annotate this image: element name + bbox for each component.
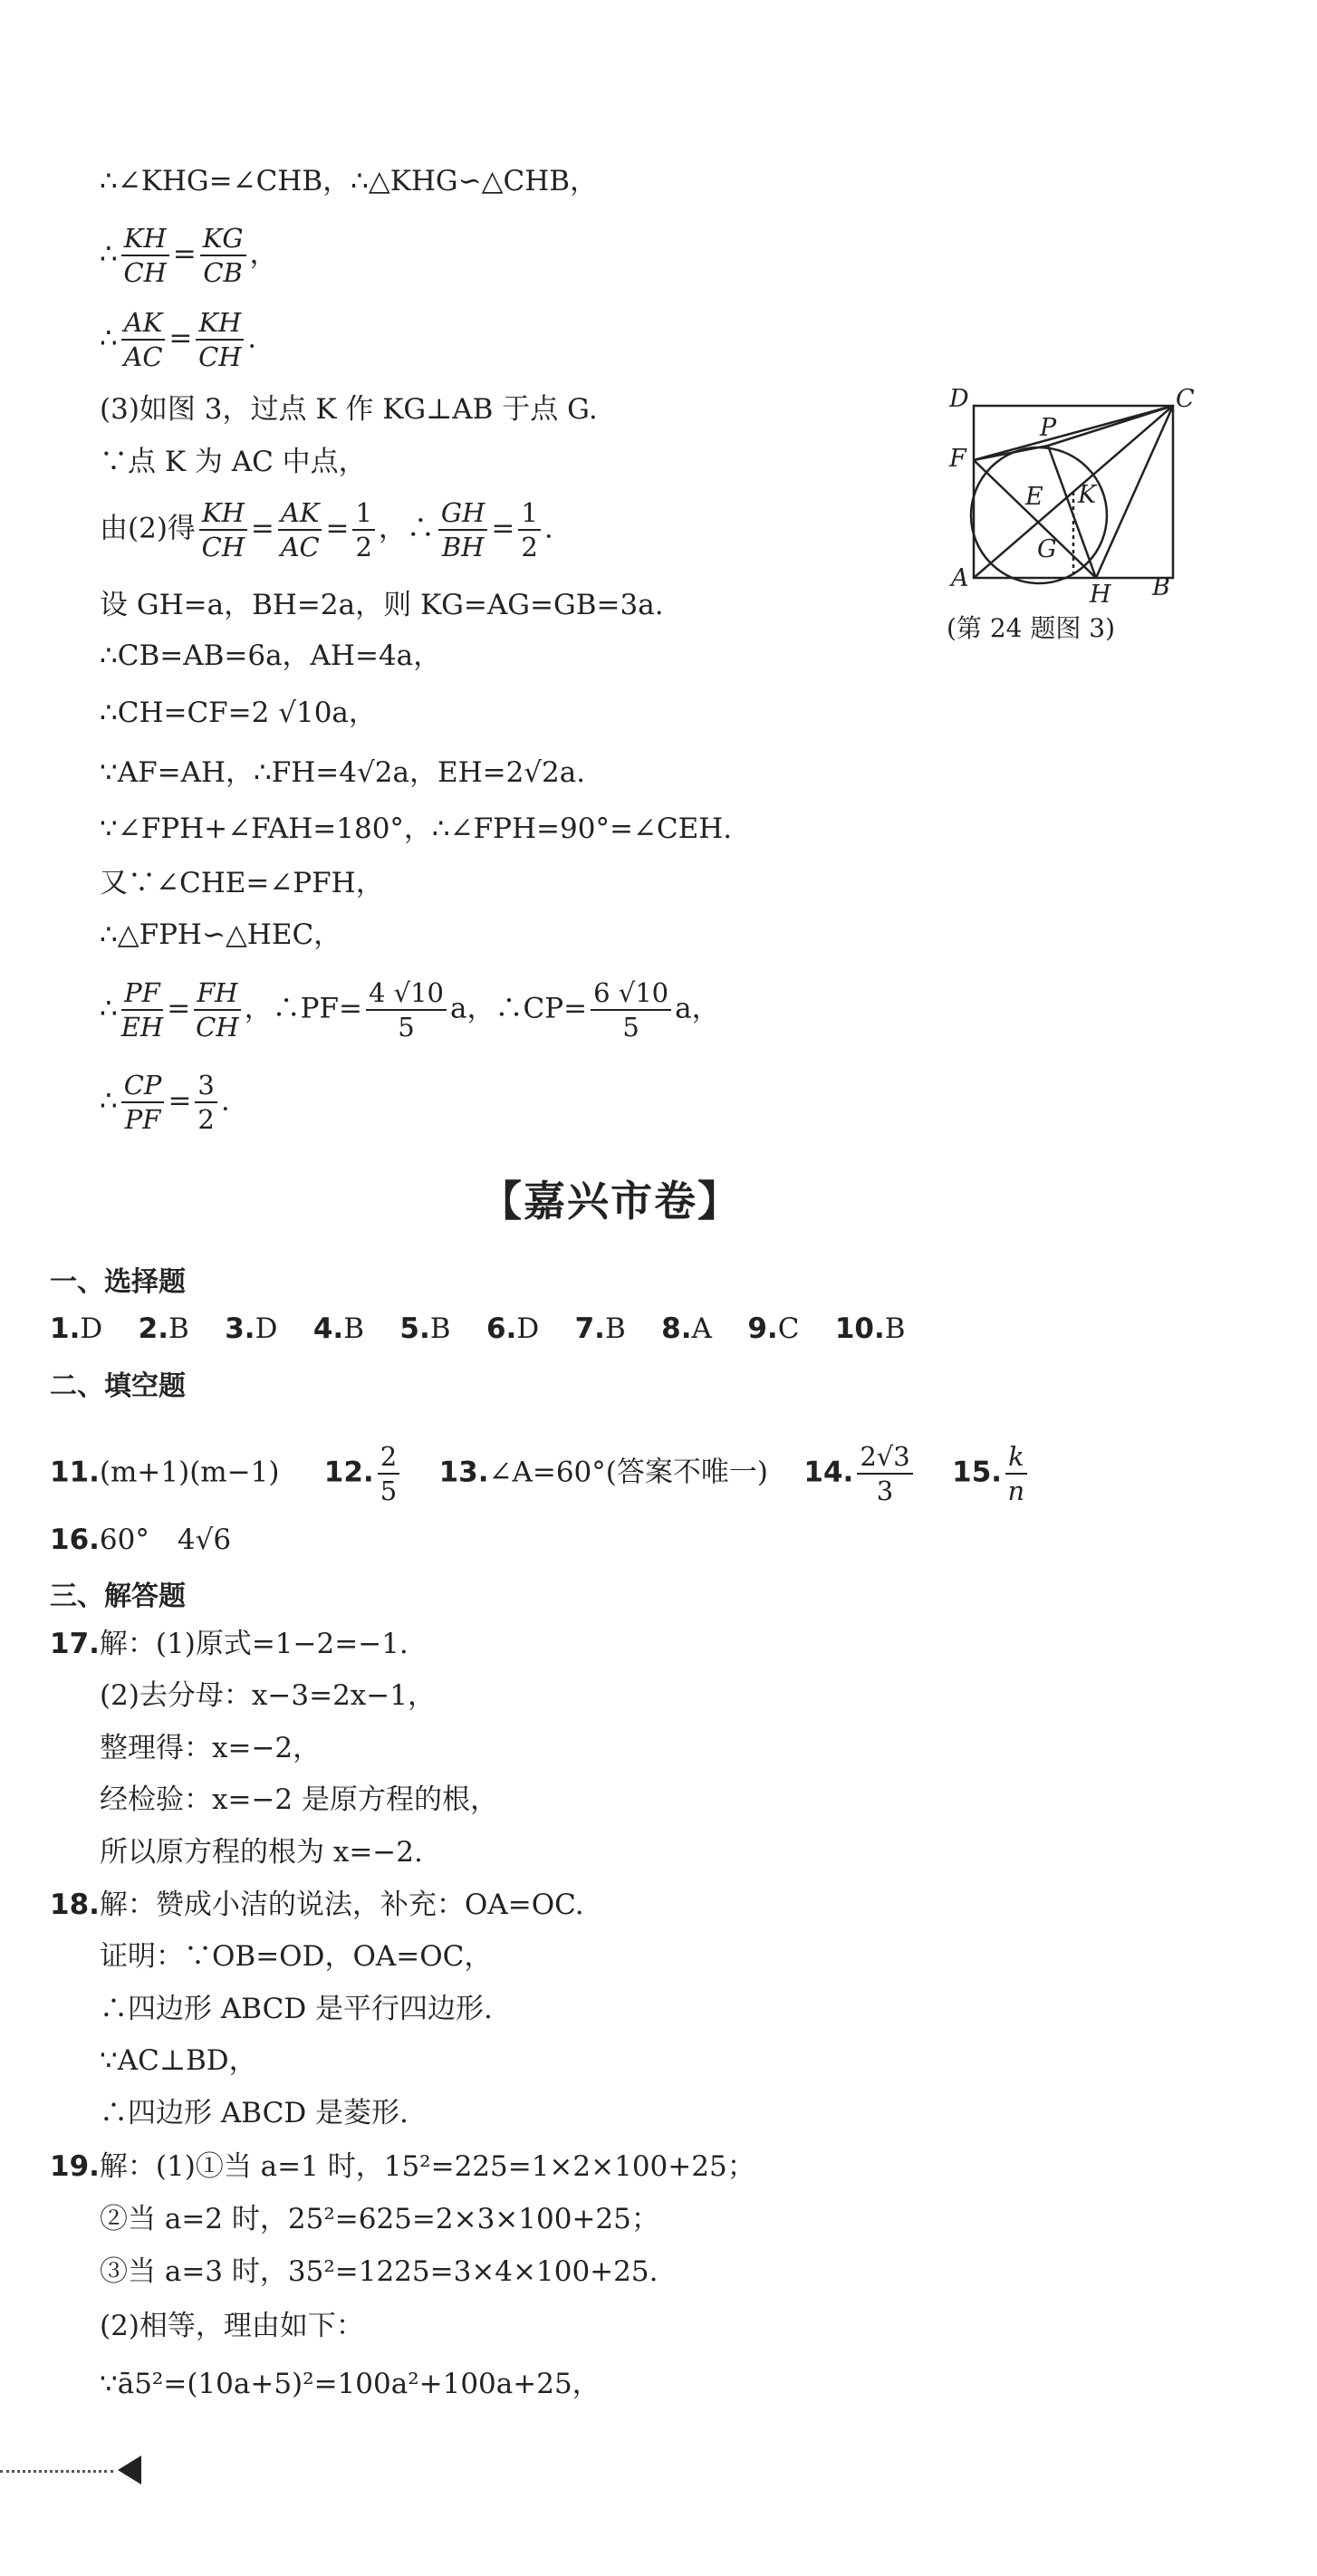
line: ∴ $\frac{AK}{AC}$ = $\frac{KH}{CH}$ . [100,307,257,372]
label-b: B [1152,573,1170,601]
line: ∴ $\frac{PF}{EH}$ = $\frac{FH}{CH}$ ，∴PF= $\frac{4 √10}{5}$ a，∴CP= $\frac{6 √10}{5}$ a， [100,977,720,1043]
line-hc [1096,406,1173,578]
line: (3)如图 3，过点 K 作 KG⊥AB 于点 G. [100,393,598,426]
q17-line: 17.解：(1)原式=1−2=−1. [50,1628,409,1660]
line-fh [974,460,1096,578]
fill-answer-16: 16.60° 4√6 [50,1523,232,1556]
line: ∴ $\frac{CP}{PF}$ = $\frac{3}{2}$ . [100,1070,230,1135]
line: ∵点 K 为 AC 中点， [100,446,367,478]
part2-heading: 二、填空题 [50,1370,186,1402]
line-pc [1048,406,1173,446]
label-f: F [949,445,966,473]
line-fp [974,446,1048,460]
line: 又∵∠CHE=∠PFH， [100,867,384,899]
q19-line: ②当 a=2 时，25²=625=2×3×100+25； [100,2203,659,2235]
fill-answers-row: 11.(m+1)(m−1) 12. $\frac{2}{5}$ 13.∠A=60°(答案不唯一) 14. $\frac{2√3}{3}$ 15. $\frac{k}{n}$ [50,1440,1031,1507]
label-h: H [1090,581,1111,609]
q19-line: (2)相等，理由如下： [100,2310,364,2342]
line: ∴△FPH∽△HEC， [100,918,342,951]
line: 设 GH=a，BH=2a，则 KG=AG=GB=3a. [100,589,664,621]
q18-line: ∵AC⊥BD， [100,2044,257,2077]
label-k: K [1078,481,1097,509]
line: ∴CB=AB=6a，AH=4a， [100,639,442,672]
q18-line: 18.解：赞成小洁的说法，补充：OA=OC. [50,1889,584,1921]
choice-answers: 1.D 2.B 3.D 4.B 5.B 6.D 7.B 8.A 9.C 10.B [50,1312,906,1345]
q18-line: 证明：∵OB=OD，OA=OC， [100,1940,493,1973]
line: ∴ $\frac{KH}{CH}$ = $\frac{KG}{CB}$ ， [100,223,278,288]
q17-line: (2)去分母：x−3=2x−1， [100,1679,436,1712]
geometry-figure [942,385,1195,609]
page-arrow-icon [118,2456,141,2485]
figure-caption: (第 24 题图 3) [947,613,1115,643]
footer-dotted-rule [0,2470,113,2473]
label-a: A [951,564,969,592]
label-c: C [1176,385,1195,413]
q19-line: ∵ā5²=(10a+5)²=100a²+100a+25， [100,2368,601,2400]
line: ∴∠KHG=∠CHB，∴△KHG∽△CHB， [100,165,599,197]
q18-line: ∴四边形 ABCD 是菱形. [100,2097,409,2129]
q19-line: ③当 a=3 时，35²=1225=3×4×100+25. [100,2255,658,2288]
label-d: D [949,385,969,413]
q17-line: 所以原方程的根为 x=−2. [100,1836,423,1869]
line: ∴CH=CF=2 √10a， [100,697,377,729]
section-title: 【嘉兴市卷】 [480,1177,741,1226]
part1-heading: 一、选择题 [50,1266,186,1298]
q17-line: 整理得：x=−2， [100,1732,322,1764]
part3-heading: 三、解答题 [50,1581,186,1612]
label-e: E [1025,483,1043,511]
q19-line: 19.解：(1)①当 a=1 时，15²=225=1×2×100+25； [50,2150,755,2183]
label-g: G [1037,535,1057,563]
q17-line: 经检验：x=−2 是原方程的根， [100,1783,499,1816]
line: ∵AF=AH，∴FH=4√2a，EH=2√2a. [100,756,586,789]
q18-line: ∴四边形 ABCD 是平行四边形. [100,1993,493,2025]
label-p: P [1040,414,1057,442]
line: ∵∠FPH+∠FAH=180°，∴∠FPH=90°=∠CEH. [100,812,733,845]
line: 由(2)得 $\frac{KH}{CH}$ = $\frac{AK}{AC}$ = $\frac{1}{2}$ ，∴ $\frac{GH}{BH}$ = $\frac{1}{2}$ . [100,497,553,562]
